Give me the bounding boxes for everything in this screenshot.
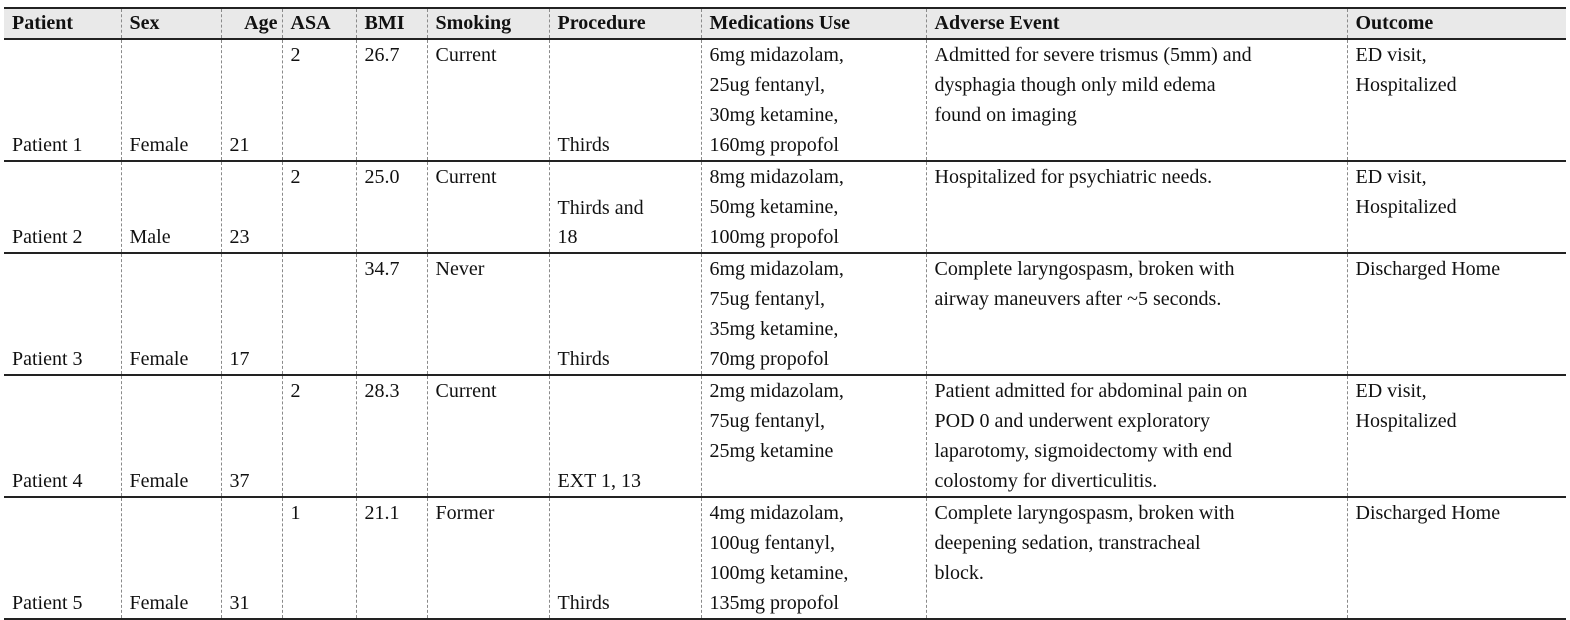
column-header-adverse-event: Adverse Event (926, 8, 1347, 39)
cell-line: Thirds (557, 348, 610, 370)
cell-patient (4, 161, 121, 253)
header-row (4, 8, 1566, 39)
table-row (4, 375, 1566, 497)
cell-procedure (549, 161, 701, 253)
column-header-bmi: BMI (356, 8, 427, 39)
cell-line: 70mg propofol (709, 348, 829, 370)
cell-line: 25mg ketamine (709, 440, 834, 462)
cell-line: 25.0 (364, 166, 400, 188)
column-header-procedure: Procedure (549, 8, 701, 39)
cell-outcome (1347, 497, 1566, 619)
cell-line: 2mg midazolam, (709, 380, 844, 402)
cell-line: Patient 3 (12, 348, 83, 370)
cell-line: airway maneuvers after ~5 seconds. (934, 288, 1222, 310)
cell-smoking (427, 253, 549, 375)
cell-line: Patient 4 (12, 470, 83, 492)
cell-smoking (427, 39, 549, 161)
cell-adverse-event (926, 253, 1347, 375)
cell-line: 35mg ketamine, (709, 318, 839, 340)
cell-line: Current (435, 44, 497, 66)
cell-age (221, 497, 282, 619)
cell-line: Discharged Home (1355, 258, 1501, 280)
cell-line: 25ug fentanyl, (709, 74, 826, 96)
cell-line: Female (129, 134, 189, 156)
cell-procedure (549, 375, 701, 497)
cell-age (221, 375, 282, 497)
cell-line: Male (129, 226, 171, 248)
cell-line: Complete laryngospasm, broken with (934, 502, 1235, 524)
cell-line: 75ug fentanyl, (709, 410, 826, 432)
column-header-age: Age (221, 8, 282, 39)
cell-line: Current (435, 166, 497, 188)
cell-line: laparotomy, sigmoidectomy with end (934, 440, 1233, 462)
cell-line: POD 0 and underwent exploratory (934, 410, 1210, 432)
column-header-outcome: Outcome (1347, 8, 1566, 39)
cell-line: Hospitalized for psychiatric needs. (934, 166, 1213, 188)
cell-line: Hospitalized (1355, 74, 1457, 96)
cell-line: Patient 5 (12, 592, 83, 614)
cell-line: ED visit, (1355, 166, 1427, 188)
cell-line: 31 (229, 592, 250, 614)
cell-line: ED visit, (1355, 44, 1427, 66)
cell-line: 135mg propofol (709, 592, 839, 614)
cell-line: 50mg ketamine, (709, 196, 839, 218)
cell-line: 2 (290, 380, 301, 402)
cell-patient (4, 253, 121, 375)
cell-line: 30mg ketamine, (709, 104, 839, 126)
table-row (4, 39, 1566, 161)
cell-medications (701, 497, 926, 619)
cell-line: 26.7 (364, 44, 400, 66)
cell-line: 28.3 (364, 380, 400, 402)
cell-line: 18 (557, 226, 578, 248)
cell-line: found on imaging (934, 104, 1077, 126)
cell-bmi (356, 39, 427, 161)
cell-medications (701, 375, 926, 497)
cell-line: block. (934, 562, 984, 584)
cell-smoking (427, 161, 549, 253)
column-header-asa: ASA (282, 8, 356, 39)
cell-sex (121, 253, 221, 375)
cell-asa (282, 375, 356, 497)
column-header-patient: Patient (12, 12, 74, 34)
cell-line: Admitted for severe trismus (5mm) and (934, 44, 1252, 66)
cell-asa (282, 497, 356, 619)
cell-bmi (356, 497, 427, 619)
cell-line: ED visit, (1355, 380, 1427, 402)
cell-line: 37 (229, 470, 250, 492)
cell-line: dysphagia though only mild edema (934, 74, 1216, 96)
cell-medications (701, 39, 926, 161)
cell-patient (4, 39, 121, 161)
cell-adverse-event (926, 375, 1347, 497)
adverse-events-table (4, 7, 1566, 620)
cell-adverse-event (926, 497, 1347, 619)
cell-line: 100mg ketamine, (709, 562, 849, 584)
cell-medications (701, 253, 926, 375)
cell-line: Thirds (557, 134, 610, 156)
cell-age (221, 253, 282, 375)
cell-line: Thirds and (557, 197, 644, 219)
cell-line: 4mg midazolam, (709, 502, 844, 524)
cell-procedure (549, 497, 701, 619)
cell-line: 21 (229, 134, 250, 156)
cell-line: 100mg propofol (709, 226, 839, 248)
cell-line: colostomy for diverticulitis. (934, 470, 1158, 492)
cell-line: 1 (290, 502, 301, 524)
cell-medications (701, 161, 926, 253)
cell-patient (4, 497, 121, 619)
cell-sex (121, 39, 221, 161)
column-header-smoking: Smoking (427, 8, 549, 39)
cell-line: Complete laryngospasm, broken with (934, 258, 1235, 280)
cell-line: 2 (290, 44, 301, 66)
cell-outcome (1347, 39, 1566, 161)
cell-line: Patient admitted for abdominal pain on (934, 380, 1248, 402)
table-row (4, 253, 1566, 375)
cell-bmi (356, 253, 427, 375)
cell-line: Female (129, 592, 189, 614)
cell-line: Patient 2 (12, 226, 83, 248)
cell-procedure (549, 253, 701, 375)
cell-adverse-event (926, 161, 1347, 253)
cell-smoking (427, 375, 549, 497)
cell-sex (121, 375, 221, 497)
cell-age (221, 161, 282, 253)
cell-line: 160mg propofol (709, 134, 839, 156)
cell-line: 6mg midazolam, (709, 258, 844, 280)
cell-sex (121, 161, 221, 253)
cell-smoking (427, 497, 549, 619)
cell-outcome (1347, 161, 1566, 253)
cell-line: deepening sedation, transtracheal (934, 532, 1201, 554)
cell-line: Hospitalized (1355, 410, 1457, 432)
cell-line: 100ug fentanyl, (709, 532, 836, 554)
cell-line: Current (435, 380, 497, 402)
cell-line: 6mg midazolam, (709, 44, 844, 66)
cell-line (291, 254, 356, 255)
cell-line: 34.7 (364, 258, 400, 280)
cell-patient (4, 375, 121, 497)
column-header-sex: Sex (121, 8, 221, 39)
cell-line: 23 (229, 226, 250, 248)
cell-line: 17 (229, 348, 250, 370)
cell-sex (121, 497, 221, 619)
table-row (4, 497, 1566, 619)
cell-line: EXT 1, 13 (557, 470, 642, 492)
cell-bmi (356, 375, 427, 497)
column-header-medications-use: Medications Use (701, 8, 926, 39)
cell-line: Female (129, 470, 189, 492)
cell-outcome (1347, 375, 1566, 497)
cell-procedure (549, 39, 701, 161)
cell-line: Former (435, 502, 495, 524)
cell-line: Never (435, 258, 485, 280)
cell-outcome (1347, 253, 1566, 375)
cell-line: 75ug fentanyl, (709, 288, 826, 310)
cell-line: 2 (290, 166, 301, 188)
cell-line: Patient 1 (12, 134, 83, 156)
table-row (4, 161, 1566, 253)
cell-asa (282, 253, 356, 375)
cell-asa (282, 39, 356, 161)
cell-line: Female (129, 348, 189, 370)
cell-age (221, 39, 282, 161)
cell-line: Hospitalized (1355, 196, 1457, 218)
cell-line: 8mg midazolam, (709, 166, 844, 188)
cell-bmi (356, 161, 427, 253)
cell-line: Discharged Home (1355, 502, 1501, 524)
cell-asa (282, 161, 356, 253)
cell-line: 21.1 (364, 502, 400, 524)
cell-line: Thirds (557, 592, 610, 614)
cell-adverse-event (926, 39, 1347, 161)
